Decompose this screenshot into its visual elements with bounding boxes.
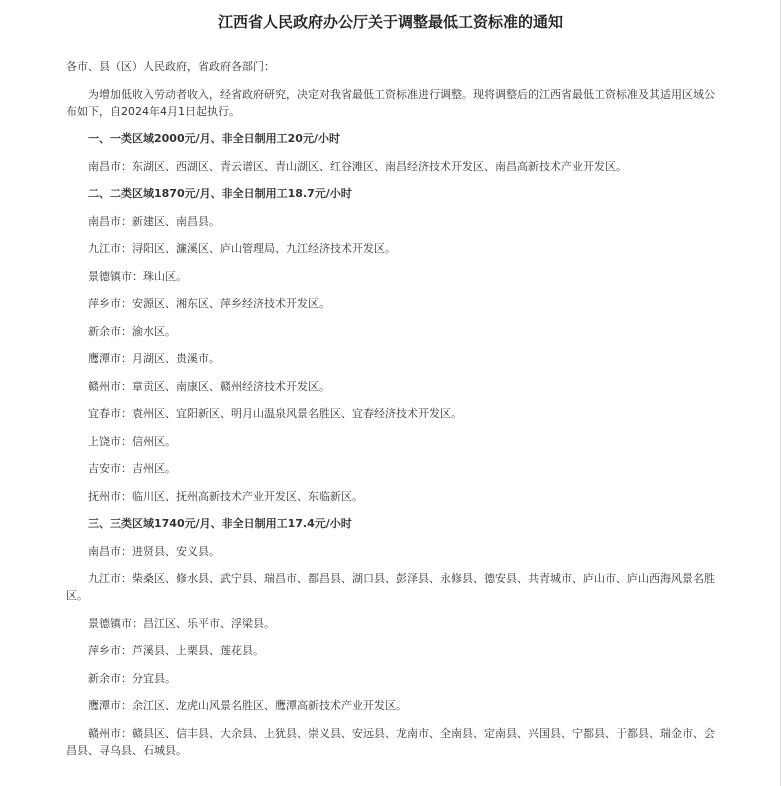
list-item: 南昌市：进贤县、安义县。 — [88, 544, 220, 558]
list-item: 九江市：柴桑区、修水县、武宁县、瑞昌市、都昌县、湖口县、彭泽县、永修县、德安县、共青城市、庐山市、庐山西海风景名胜区。 — [66, 572, 715, 602]
list-item: 上饶市：信州区。 — [88, 434, 176, 448]
document-body — [66, 58, 718, 769]
section-heading-2: 二、二类区域1870元/月、非全日制用工18.7元/小时 — [88, 187, 352, 200]
list-item: 鹰潭市：月湖区、贵溪市。 — [88, 352, 220, 365]
section-heading-3: 三、三类区域1740元/月、非全日制用工17.4元/小时 — [88, 517, 352, 530]
intro-paragraph: 为增加低收入劳动者收入，经省政府研究，决定对我省最低工资标准进行调整。现将调整后的江西省最低工资标准及其适用区域公布如下，自2024年4月1日起执行。 — [66, 87, 715, 118]
document-title: 江西省人民政府办公厅关于调整最低工资标准的通知 — [217, 13, 563, 31]
list-item: 景德镇市：昌江区、乐平市、浮梁县。 — [88, 616, 275, 630]
list-item: 景德镇市：珠山区。 — [88, 269, 187, 283]
list-item: 九江市：浔阳区、濂溪区、庐山管理局、九江经济技术开发区。 — [88, 242, 396, 255]
list-item: 南昌市：东湖区、西湖区、青云谱区、青山湖区、红谷滩区、南昌经济技术开发区、南昌高新技术产业开发区。 — [88, 159, 627, 173]
section-heading-1: 一、一类区域2000元/月、非全日制用工20元/小时 — [88, 132, 340, 145]
list-item: 鹰潭市：余江区、龙虎山风景名胜区、鹰潭高新技术产业开发区。 — [88, 699, 407, 712]
list-item: 赣州市：章贡区、南康区、赣州经济技术开发区。 — [88, 379, 330, 393]
list-item: 宜春市：袁州区、宜阳新区、明月山温泉风景名胜区、宜春经济技术开发区。 — [88, 407, 462, 420]
list-item: 新余市：分宜县。 — [88, 671, 176, 685]
list-item: 抚州市：临川区、抚州高新技术产业开发区、东临新区。 — [88, 489, 363, 503]
list-item: 新余市：渝水区。 — [88, 324, 176, 338]
list-item: 南昌市：新建区、南昌县。 — [88, 214, 220, 228]
list-item: 萍乡市：芦溪县、上栗县、莲花县。 — [88, 644, 264, 657]
list-item: 赣州市：赣县区、信丰县、大余县、上犹县、崇义县、安远县、龙南市、全南县、定南县、兴国县、宁都县、于都县、瑞金市、会昌县、寻乌县、石城县。 — [66, 726, 715, 757]
salutation: 各市、县（区）人民政府，省政府各部门： — [66, 60, 275, 73]
list-item: 萍乡市：安源区、湘东区、萍乡经济技术开发区。 — [88, 297, 330, 310]
list-item: 吉安市：吉州区。 — [88, 462, 176, 475]
